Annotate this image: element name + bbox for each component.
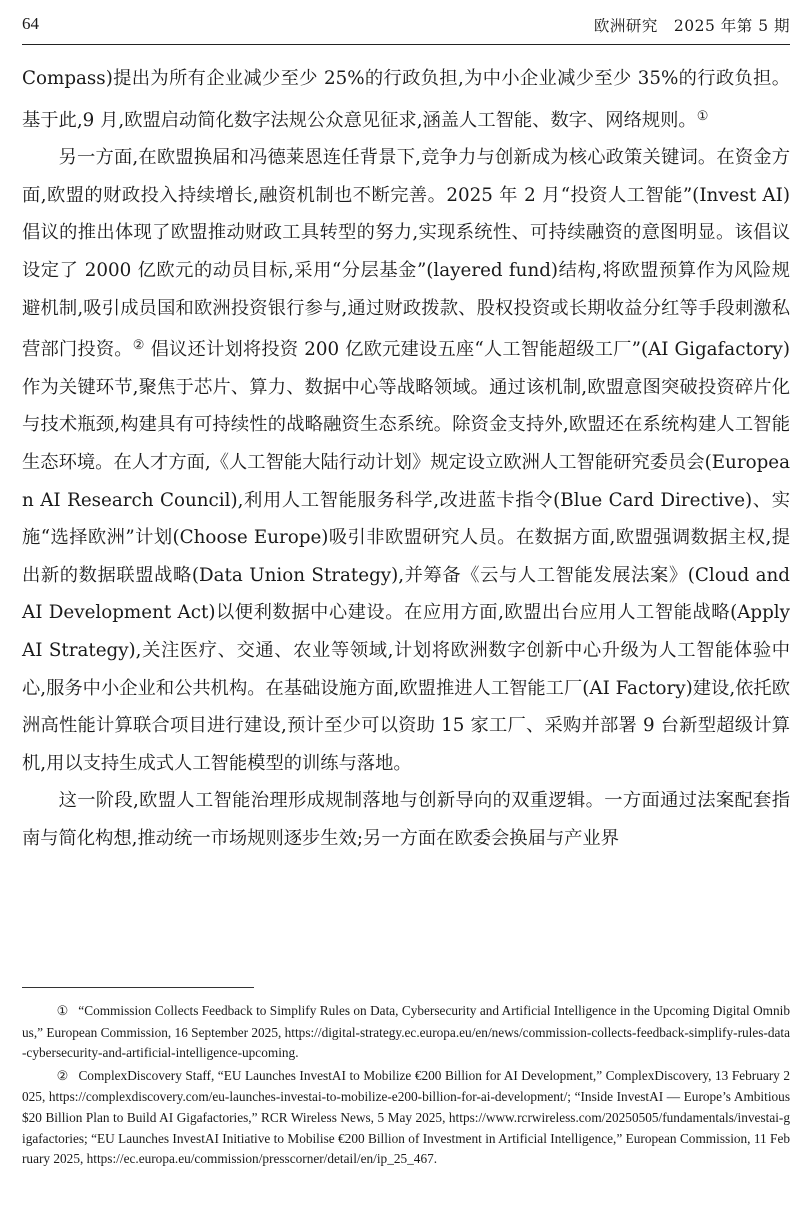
paragraph-1-text: Compass)提出为所有企业减少至少 25%的行政负担,为中小企业减少至少 35%的行政负担。基于此,9 月,欧盟启动简化数字法规公众意见征求,涵盖人工智能、数字、网络规则。 (22, 68, 790, 131)
body-text (22, 60, 790, 857)
header-rule (22, 44, 790, 45)
footnote-1-text: “Commission Collects Feedback to Simplify Rules on Data, Cybersecurity and Artificial Intelligence in the Upcoming Digital Omnibus,” European Commission, 16 September 2025, https://digital-strategy.ec.europa.eu/en/news/commission-collects-feedback-simplify-rules-data-cybersecurity-and-artificial-intelligence-upcoming. (22, 1003, 791, 1061)
footnote-1-mark: ① (56, 1004, 69, 1019)
footnote-2-text: ComplexDiscovery Staff, “EU Launches InvestAI to Mobilize €200 Billion for AI Development,” ComplexDiscovery, 13 February 2025, https://complexdiscovery.com/eu-launches-investai-to-mobilize-e200-billion-for-ai-development/; “Inside InvestAI — Europe’s Ambitious $20 Billion Plan to Build AI Gigafactories,” RCR Wireless News, 5 May 2025, https://www.rcrwireless.com/20250505/fundamentals/investai-gigafactories; “EU Launches InvestAI Initiative to Mobilise €200 Billion of Investment in Artificial Intelligence,” European Commission, 11 February 2025, https://ec.europa.eu/commission/presscorner/detail/en/ip_25_467. (22, 1067, 791, 1167)
page-header (22, 10, 790, 42)
paragraph-3 (22, 782, 790, 857)
footnotes (22, 1001, 790, 1172)
paragraph-2 (22, 139, 790, 782)
footnote-2-mark: ② (56, 1068, 69, 1084)
running-head: 欧洲研究 2025 年第 5 期 (593, 17, 790, 35)
paragraph-2-text-a: 另一方面,在欧盟换届和冯德莱恩连任背景下,竞争力与创新成为核心政策关键词。在资金方面,欧盟的财政投入持续增长,融资机制也不断完善。2025 年 2 月“投资人工智能”(Invest AI)倡议的推出体现了欧盟推动财政工具转型的努力,实现系统性、可持续融资的意图明显。该倡议设定了 2000 亿欧元的动员目标,采用“分层基金”(layered fund)结构,将欧盟预算作为风险规避机制,吸引成员国和欧洲投资银行参与,通过财政拨款、股权投资或长期收益分红等手段刺激私营部门投资。 (22, 147, 790, 361)
footnote-2 (22, 1066, 790, 1170)
footnote-separator (22, 987, 254, 988)
paragraph-2-text-b: 倡议还计划将投资 200 亿欧元建设五座“人工智能超级工厂”(AI Gigafactory)作为关键环节,聚焦于芯片、算力、数据中心等战略领域。通过该机制,欧盟意图突破投资碎片化与技术瓶颈,构建具有可持续性的战略融资生态系统。除资金支持外,欧盟还在系统构建人工智能生态环境。在人才方面,《人工智能大陆行动计划》规定设立欧洲人工智能研究委员会(European AI Research Council),利用人工智能服务科学,改进蓝卡指令(Blue Card Directive)、实施“选择欧洲”计划(Choose Europe)吸引非欧盟研究人员。在数据方面,欧盟强调数据主权,提出新的数据联盟战略(Data Union Strategy),并筹备《云与人工智能发展法案》(Cloud and AI Development Act)以便利数据中心建设。在应用方面,欧盟出台应用人工智能战略(Apply AI Strategy),关注医疗、交通、农业等领域,计划将欧洲数字创新中心升级为人工智能体验中心,服务中小企业和公共机构。在基础设施方面,欧盟推进人工智能工厂(AI Factory)建设,依托欧洲高性能计算联合项目进行建设,预计至少可以资助 15 家工厂、采购并部署 9 台新型超级计算机,用以支持生成式人工智能模型的训练与落地。 (22, 339, 790, 774)
paragraph-1 (22, 60, 790, 139)
paragraph-3-text: 这一阶段,欧盟人工智能治理形成规制落地与创新导向的双重逻辑。一方面通过法案配套指南与简化构想,推动统一市场规则逐步生效;另一方面在欧委会换届与产业界 (22, 790, 790, 849)
footnote-ref-1[interactable]: ① (696, 108, 709, 124)
footnote-ref-2[interactable]: ② (132, 338, 145, 354)
footnote-1 (22, 1001, 790, 1064)
page-number: 64 (22, 14, 39, 33)
